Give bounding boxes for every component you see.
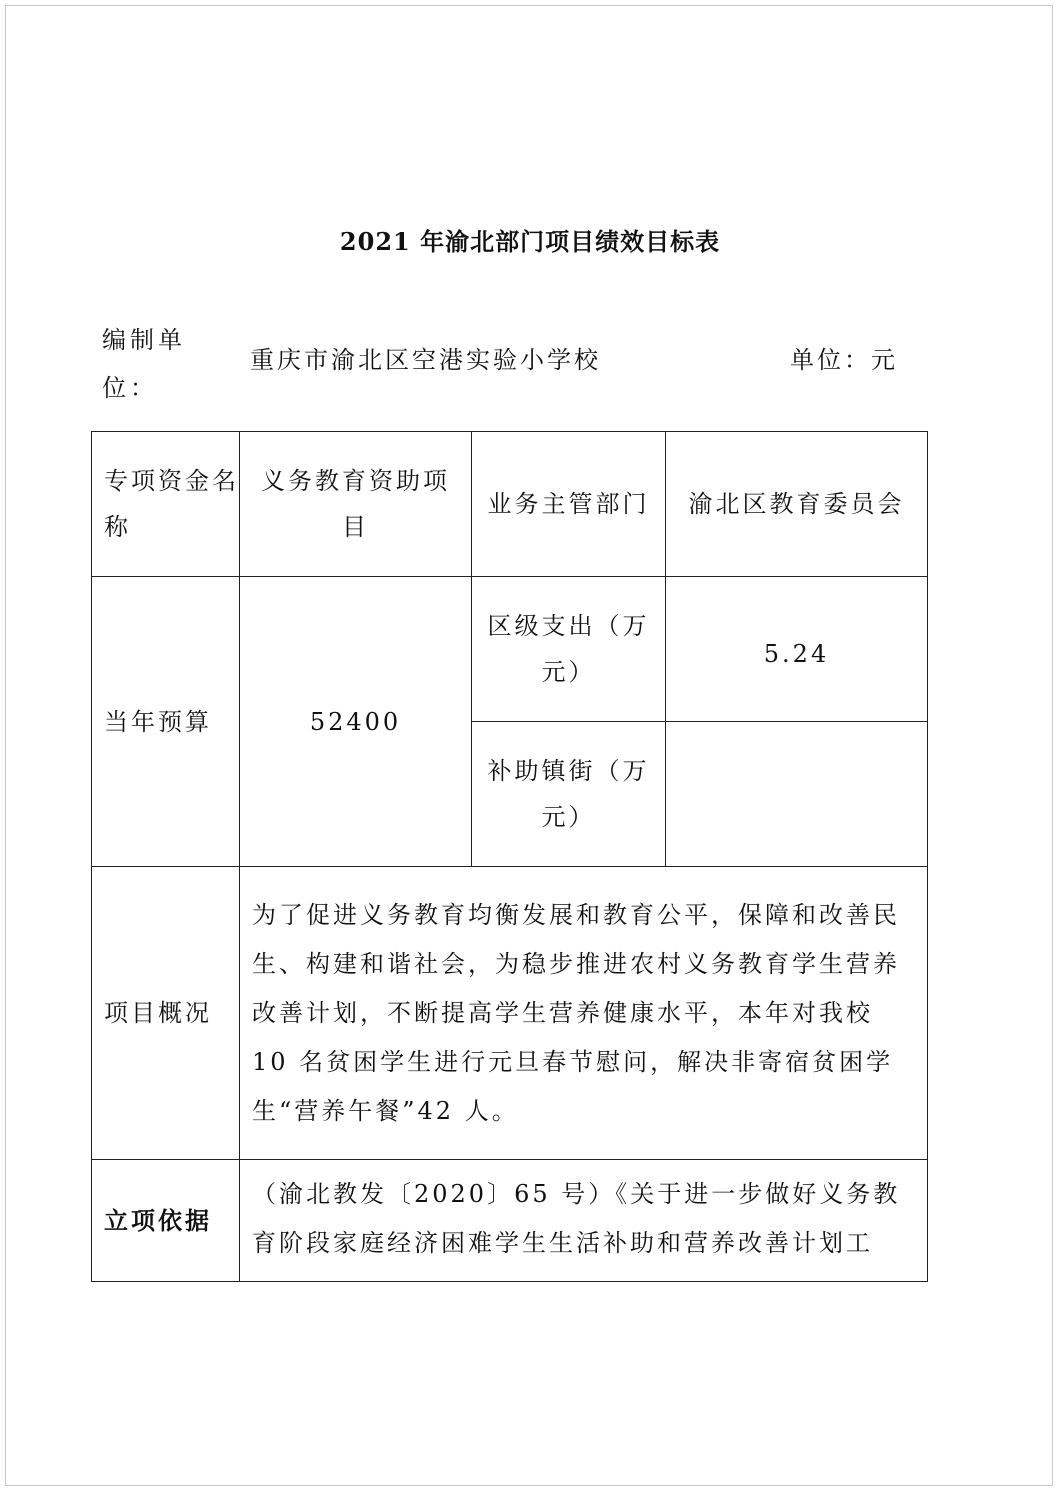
district-expense-label: 区级支出（万元）	[472, 577, 666, 722]
dept-label: 业务主管部门	[472, 432, 666, 577]
table-row	[92, 577, 928, 722]
basis-label: 立项依据	[92, 1160, 240, 1282]
budget-value: 52400	[240, 577, 472, 867]
compiling-unit-name: 重庆市渝北区空港实验小学校	[250, 346, 601, 374]
table-row	[92, 867, 928, 1160]
performance-target-table	[91, 431, 928, 1282]
fund-name-label: 专项资金名称	[92, 432, 240, 577]
district-expense-value: 5.24	[666, 577, 928, 722]
basis-text: （渝北教发〔2020〕65 号）《关于进一步做好义务教育阶段家庭经济困难学生生活补助和营养改善计划工	[240, 1160, 928, 1282]
document-title: 2021 年渝北部门项目绩效目标表	[339, 227, 721, 256]
table-row	[92, 432, 928, 577]
dept-value: 渝北区教育委员会	[666, 432, 928, 577]
fund-name-value: 义务教育资助项目	[240, 432, 472, 577]
subsidy-label: 补助镇街（万元）	[472, 722, 666, 867]
overview-label: 项目概况	[92, 867, 240, 1160]
table-row	[92, 1160, 928, 1282]
overview-text: 为了促进义务教育均衡发展和教育公平，保障和改善民生、构建和谐社会，为稳步推进农村义务教育学生营养改善计划，不断提高学生营养健康水平，本年对我校 10 名贫困学生进行元旦春节慰问，解决非寄宿贫困学生“营养午餐”42 人。	[240, 867, 928, 1160]
compiling-unit-label: 编制单位：	[102, 326, 186, 402]
subsidy-value	[666, 722, 928, 867]
budget-label: 当年预算	[92, 577, 240, 867]
currency-unit: 单位：元	[790, 346, 898, 374]
